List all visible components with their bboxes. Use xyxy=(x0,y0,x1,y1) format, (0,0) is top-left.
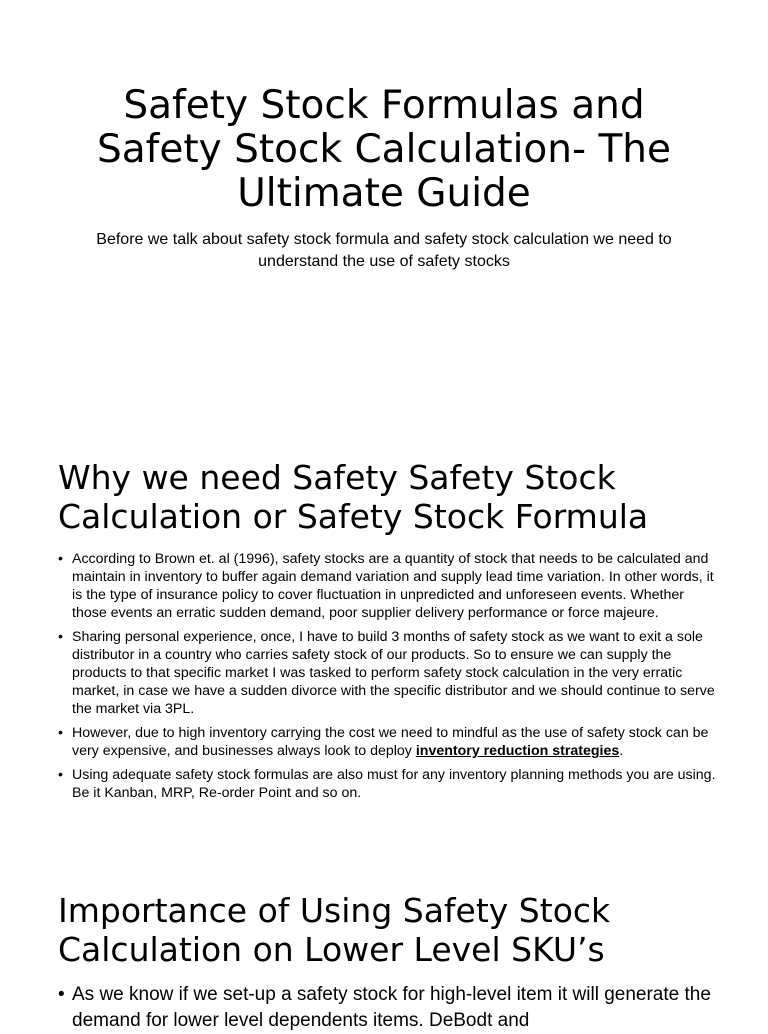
list-item xyxy=(58,766,718,802)
list-item xyxy=(58,628,718,718)
bullet-list-why-safety-stock xyxy=(58,550,718,808)
link-suffix: . xyxy=(619,743,624,759)
bullet-text: As we know if we set-up a safety stock for high-level item it will generate the demand for lower level dependents items. DeBodt and xyxy=(72,984,711,1031)
list-item xyxy=(58,982,718,1034)
bullet-text: However, due to high inventory carrying the cost we need to mindful as the use of safety stock can be very expensive, and businesses always look to deploy xyxy=(72,725,709,759)
list-item xyxy=(58,724,718,760)
section-heading-lower-level-sku: Importance of Using Safety Stock Calculation on Lower Level SKU’s xyxy=(58,891,611,969)
bullet-list-lower-level-sku xyxy=(58,982,718,1034)
section-heading-why-safety-stock: Why we need Safety Safety Stock Calculation or Safety Stock Formula xyxy=(58,458,649,536)
bullet-text: Sharing personal experience, once, I have to build 3 months of safety stock as we want to exit a sole distributor in a country who carries safety stock of our products. So to ensure we can supply the products to that specific market I was tasked to perform safety stock calculation in the very erratic market, in case we have a sudden divorce with the specific distributor and we should continue to serve the market via 3PL. xyxy=(72,629,715,717)
page-title: Safety Stock Formulas and Safety Stock Calculation- The Ultimate Guide xyxy=(96,83,672,216)
bullet-text: Using adequate safety stock formulas are also must for any inventory planning methods you are using. Be it Kanban, MRP, Re-order Point and so on. xyxy=(72,767,716,801)
bullet-text: According to Brown et. al (1996), safety stocks are a quantity of stock that needs to be calculated and maintain in inventory to buffer again demand variation and supply lead time variation. In other words, it is the type of insurance policy to cover fluctuation in unpredicted and unforeseen events. Whether those events an erratic sudden demand, poor supplier delivery performance or force majeure. xyxy=(72,551,714,621)
list-item xyxy=(58,550,718,622)
page-subtitle: Before we talk about safety stock formula and safety stock calculation we need to understand the use of safety stocks xyxy=(96,231,672,270)
inventory-reduction-strategies-link[interactable]: inventory reduction strategies xyxy=(415,743,620,759)
